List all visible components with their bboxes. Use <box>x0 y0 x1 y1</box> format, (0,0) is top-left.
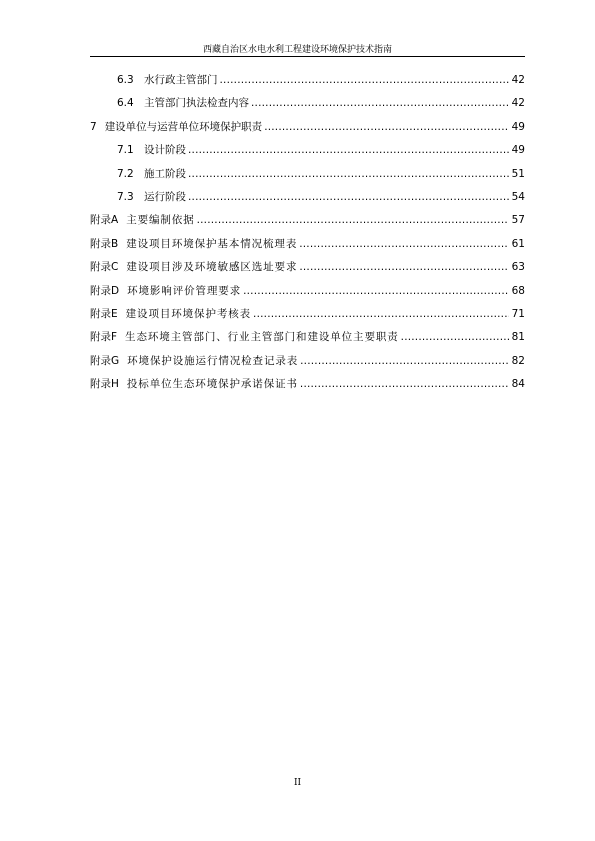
toc-page-number: 84 <box>511 378 525 391</box>
toc-number: 附录D <box>90 284 120 297</box>
toc-title: 主管部门执法检查内容 <box>144 97 249 110</box>
page-number: II <box>293 778 302 788</box>
toc-entry-appendix-e[interactable] <box>90 306 525 329</box>
toc-page-number: 61 <box>511 237 525 250</box>
toc-title: 水行政主管部门 <box>144 74 218 86</box>
header-rule <box>90 56 525 57</box>
toc-page-number: 54 <box>511 190 525 203</box>
toc-leader <box>188 144 509 156</box>
toc-number: 附录E <box>90 307 118 320</box>
toc-leader <box>243 285 509 297</box>
toc-entry-appendix-f[interactable] <box>90 329 525 352</box>
toc-leader <box>253 308 509 320</box>
toc-entry-appendix-c[interactable] <box>90 259 525 282</box>
toc-number: 附录G <box>90 354 120 367</box>
toc-title: 设计阶段 <box>144 144 186 157</box>
toc-leader <box>264 121 509 133</box>
toc-page-number: 63 <box>511 261 525 274</box>
toc-entry-appendix-a[interactable] <box>90 212 525 235</box>
toc-page-number: 42 <box>511 74 525 86</box>
toc-number: 7.2 <box>117 167 134 180</box>
toc-entry-appendix-d[interactable] <box>90 283 525 306</box>
toc-title: 主要编制依据 <box>126 214 195 227</box>
toc-entry-7-1[interactable] <box>90 142 525 165</box>
toc-number: 7 <box>90 120 97 133</box>
toc-entry-6-4[interactable] <box>90 95 525 118</box>
toc-number: 附录A <box>90 214 119 227</box>
toc-title: 运行阶段 <box>144 190 186 203</box>
toc-page-number: 57 <box>511 214 525 227</box>
toc-page-number: 71 <box>511 307 525 320</box>
toc-page-number: 42 <box>511 97 525 110</box>
toc-title: 施工阶段 <box>144 167 186 180</box>
toc-page-number: 81 <box>511 331 525 344</box>
toc-title: 投标单位生态环境保护承诺保证书 <box>126 378 298 391</box>
toc-title: 环境保护设施运行情况检查记录表 <box>127 354 299 367</box>
toc-leader <box>188 191 509 203</box>
toc-number: 7.1 <box>117 144 134 157</box>
toc-entry-7-3[interactable] <box>90 189 525 212</box>
toc-leader <box>300 378 509 390</box>
toc-title: 建设单位与运营单位环境保护职责 <box>104 120 263 133</box>
toc-title: 建设项目涉及环境敏感区选址要求 <box>126 261 298 274</box>
toc-page-number: 51 <box>511 167 525 180</box>
toc-page-number: 82 <box>511 354 525 367</box>
running-header: 西藏自治区水电水利工程建设环境保护技术指南 <box>202 45 392 55</box>
toc-page-number: 68 <box>511 284 525 297</box>
toc-entry-7-2[interactable] <box>90 166 525 189</box>
toc-number: 附录H <box>90 378 119 391</box>
toc-leader <box>197 214 509 226</box>
toc-number: 附录C <box>90 261 119 274</box>
toc-number: 7.3 <box>117 190 134 203</box>
toc-leader <box>300 355 509 367</box>
toc-entry-appendix-g[interactable] <box>90 353 525 376</box>
toc-page-number: 49 <box>511 120 525 133</box>
table-of-contents <box>90 72 525 399</box>
toc-title: 建设项目环境保护基本情况梳理表 <box>126 237 298 250</box>
toc-number: 6.3 <box>117 74 134 86</box>
toc-leader <box>401 331 509 343</box>
toc-entry-appendix-h[interactable] <box>90 376 525 399</box>
toc-entry-6-3[interactable] <box>90 72 525 95</box>
toc-title: 生态环境主管部门、行业主管部门和建设单位主要职责 <box>125 331 399 344</box>
toc-leader <box>251 97 509 109</box>
toc-leader <box>299 238 509 250</box>
toc-entry-7[interactable] <box>90 119 525 142</box>
toc-leader <box>220 74 510 86</box>
toc-leader <box>299 261 509 273</box>
toc-entry-appendix-b[interactable] <box>90 236 525 259</box>
toc-title: 建设项目环境保护考核表 <box>125 307 252 320</box>
toc-number: 附录B <box>90 237 119 250</box>
toc-number: 6.4 <box>117 97 134 110</box>
toc-leader <box>188 168 509 180</box>
toc-page-number: 49 <box>511 144 525 157</box>
toc-number: 附录F <box>90 331 118 344</box>
toc-title: 环境影响评价管理要求 <box>127 284 242 297</box>
